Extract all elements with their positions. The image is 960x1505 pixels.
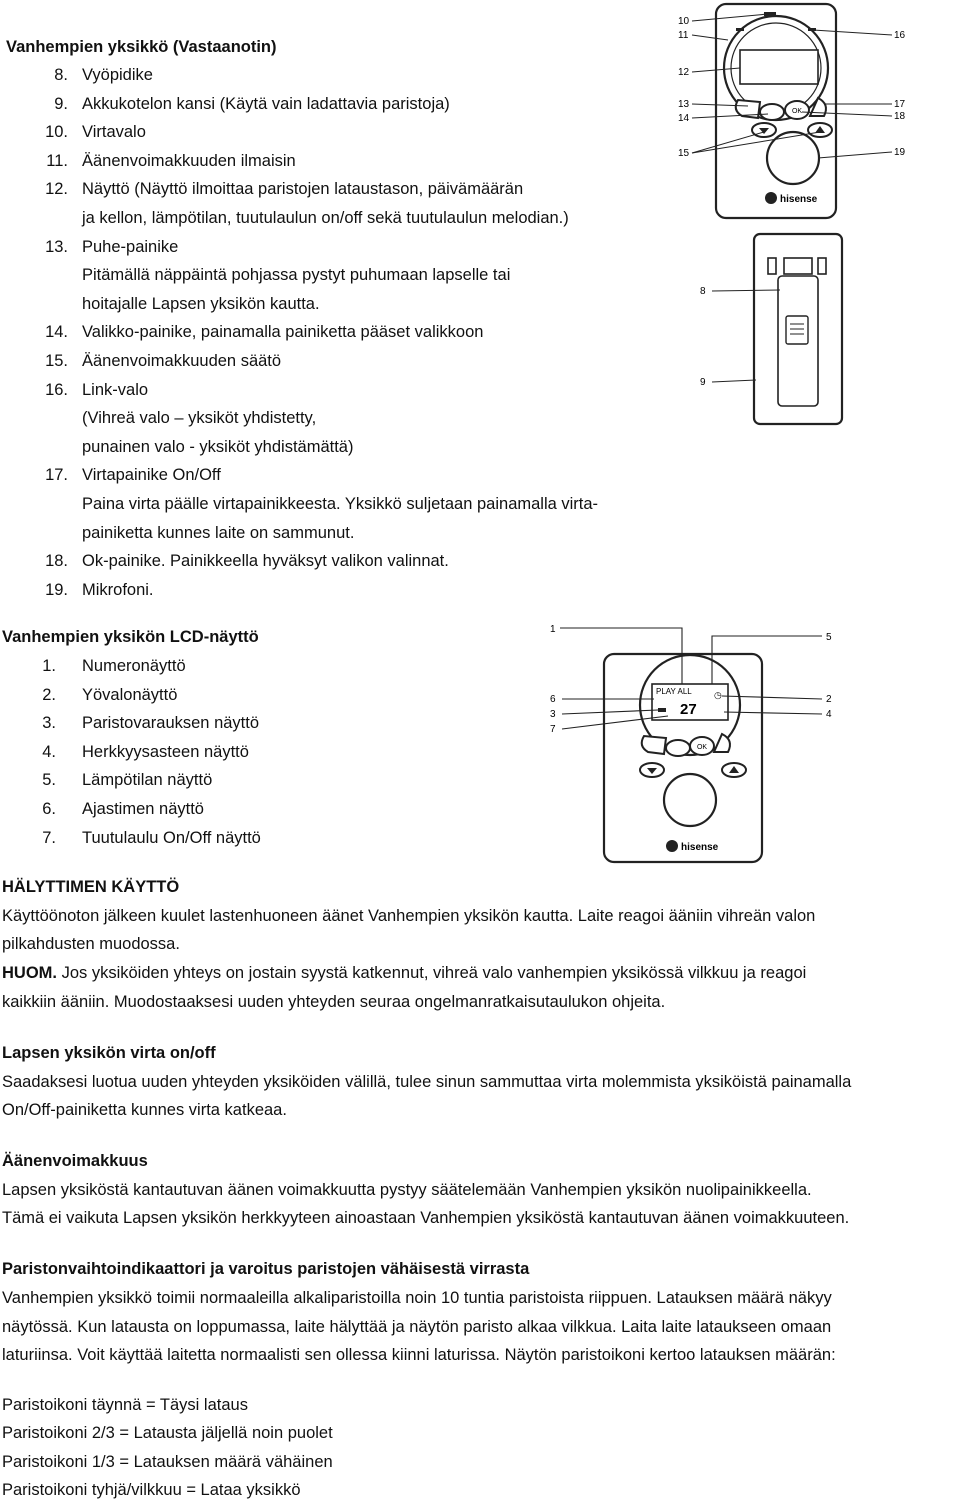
label-14: 14 — [678, 113, 690, 124]
lcd-label-4: 4 — [826, 709, 832, 720]
lcd-diagram — [544, 618, 844, 868]
lcd-brand-label: hisense — [681, 842, 719, 853]
list-item-continuation: punainen valo - yksiköt yhdistämättä) — [82, 437, 354, 456]
battery-level-item: Paristoikoni tyhjä/vilkkuu = Lataa yksikkö — [2, 1481, 301, 1499]
list-item-continuation: Pitämällä näppäintä pohjassa pystyt puhumaan lapselle tai — [82, 266, 511, 285]
battery-level-item: Paristoikoni 2/3 = Latausta jäljellä noin puolet — [2, 1424, 333, 1442]
lcd-item-number: 2. — [42, 685, 56, 704]
lcd-label-2: 2 — [826, 694, 832, 705]
battery-text-line: laturiinsa. Voit käyttää laitetta normaalisti sen ollessa kiinni laturissa. Näytön paristoikoni kertoo latauksen määrän: — [2, 1346, 836, 1364]
brand-label: hisense — [780, 194, 818, 205]
alarm-note-line — [2, 964, 806, 983]
lcd-hisense-logo-icon — [666, 840, 678, 852]
list-item: Äänenvoimakkuuden säätö — [82, 352, 282, 370]
list-item: Äänenvoimakkuuden ilmaisin — [82, 151, 296, 170]
list-item-continuation: painiketta kunnes laite on sammunut. — [82, 523, 355, 542]
list-item-number: 19. — [45, 580, 68, 599]
label-12: 12 — [678, 67, 690, 78]
list-item-number: 17. — [45, 466, 68, 485]
lcd-item: Paristovarauksen näyttö — [82, 714, 260, 733]
list-item-number: 9. — [54, 94, 68, 113]
list-item-number: 8. — [54, 66, 68, 84]
note-label: HUOM. — [2, 964, 57, 982]
list-item-number: 10. — [45, 123, 68, 142]
battery-text-line: näytössä. Kun latausta on loppumassa, laite hälyttää ja näytön paristo alkaa vilkkua. Laita laite lataukseen omaan — [2, 1318, 832, 1336]
lcd-label-7: 7 — [550, 724, 556, 735]
list-item-continuation: hoitajalle Lapsen yksikön kautta. — [82, 294, 320, 313]
display-screen — [740, 50, 818, 84]
list-item: Vyöpidike — [82, 66, 153, 84]
label-17: 17 — [894, 99, 906, 110]
list-item-number: 16. — [45, 380, 68, 399]
list-item-number: 11. — [46, 151, 68, 170]
list-item: Virtapainike On/Off — [82, 466, 221, 485]
lcd-item-number: 1. — [42, 657, 56, 675]
list-item: Näyttö (Näyttö ilmoittaa paristojen lataustason, päivämäärän — [82, 180, 524, 199]
list-item-number: 15. — [45, 352, 68, 370]
list-item: Puhe-painike — [82, 237, 179, 256]
child-power-heading: Lapsen yksikön virta on/off — [2, 1044, 216, 1062]
label-10: 10 — [678, 16, 690, 27]
lcd-item-number: 7. — [42, 828, 56, 847]
list-item-number: 14. — [45, 323, 68, 342]
label-18: 18 — [894, 111, 906, 122]
parent-unit-heading: Vanhempien yksikkö (Vastaanotin) — [6, 38, 277, 56]
lcd-heading: Vanhempien yksikön LCD-näyttö — [2, 628, 259, 646]
lcd-item-number: 4. — [42, 742, 56, 761]
label-9: 9 — [700, 377, 706, 388]
lcd-item: Herkkyysasteen näyttö — [82, 742, 249, 761]
list-item: Valikko-painike, painamalla painiketta pääset valikkoon — [82, 323, 484, 342]
battery-level-item: Paristoikoni täynnä = Täysi lataus — [2, 1396, 248, 1414]
list-item-number: 12. — [45, 180, 68, 199]
list-item: Virtavalo — [82, 123, 146, 142]
list-item: Link-valo — [82, 380, 149, 399]
ok-button-label: OK — [791, 108, 803, 115]
temperature-readout: 27 — [680, 701, 697, 718]
label-11: 11 — [678, 30, 689, 41]
label-15: 15 — [678, 148, 690, 159]
alarm-heading: HÄLYTTIMEN KÄYTTÖ — [2, 878, 180, 896]
list-item: Mikrofoni. — [82, 580, 154, 599]
lcd-item: Yövalonäyttö — [82, 685, 178, 704]
lcd-ok-label: OK — [696, 744, 708, 751]
alarm-note-line: kaikkiin ääniin. Muodostaaksesi uuden yhteyden seuraa ongelmanratkaisutaulukon ohjeita. — [2, 993, 666, 1011]
battery-level-item: Paristoikoni 1/3 = Latauksen määrä vähäinen — [2, 1453, 333, 1471]
lcd-microphone-icon — [664, 774, 716, 826]
lcd-item: Ajastimen näyttö — [82, 800, 204, 818]
lcd-item-number: 6. — [42, 800, 56, 818]
alarm-text-line: Käyttöönoton jälkeen kuulet lastenhuoneen äänet Vanhempien yksikön kautta. Laite reagoi ääniin vihreän valon — [2, 907, 816, 925]
battery-icon — [658, 708, 666, 712]
battery-text-line: Vanhempien yksikkö toimii normaaleilla alkaliparistoilla noin 10 tuntia paristoista riippuen. Latauksen määrä näkyy — [2, 1289, 832, 1307]
timer-icon: ◷ — [714, 690, 722, 700]
list-item-number: 13. — [45, 237, 68, 256]
lcd-item-number: 5. — [42, 771, 56, 790]
list-item-number: 18. — [45, 552, 68, 571]
label-8: 8 — [700, 286, 706, 297]
note-text: Jos yksiköiden yhteys on jostain syystä katkennut, vihreä valo vanhempien yksikössä vilkkuu ja reagoi — [57, 964, 807, 982]
lcd-label-5: 5 — [826, 632, 832, 643]
lcd-label-1: 1 — [550, 624, 556, 635]
child-power-text-line: Saadaksesi luotua uuden yhteyden yksiköiden välillä, tulee sinun sammuttaa virta molemmista yksiköistä painamalla — [2, 1073, 852, 1091]
battery-heading: Paristonvaihtoindikaattori ja varoitus paristojen vähäisestä virrasta — [2, 1260, 530, 1278]
play-all-label: PLAY ALL — [656, 687, 692, 696]
parent-unit-diagram — [668, 0, 928, 430]
child-power-text-line: On/Off-painiketta kunnes virta katkeaa. — [2, 1101, 287, 1119]
lcd-label-3: 3 — [550, 709, 556, 720]
lcd-label-6: 6 — [550, 694, 556, 705]
lcd-item: Numeronäyttö — [82, 657, 186, 675]
hisense-logo-icon — [765, 192, 777, 204]
list-item-continuation: ja kellon, lämpötilan, tuutulaulun on/off sekä tuutulaulun melodian.) — [82, 209, 569, 227]
lcd-item: Tuutulaulu On/Off näyttö — [82, 828, 261, 847]
menu-button-icon — [760, 104, 784, 120]
volume-heading: Äänenvoimakkuus — [2, 1152, 148, 1170]
volume-text-line: Tämä ei vaikuta Lapsen yksikön herkkyyteen ainoastaan Vanhempien yksiköstä kantautuvan äänen voimakkuuteen. — [2, 1209, 850, 1227]
label-19: 19 — [894, 147, 906, 158]
list-item: Ok-painike. Painikkeella hyväksyt valikon valinnat. — [82, 552, 449, 571]
alarm-text-line: pilkahdusten muodossa. — [2, 935, 180, 953]
volume-text-line: Lapsen yksiköstä kantautuvan äänen voimakkuutta pystyy säätelemään Vanhempien yksikön nuolipainikkeella. — [2, 1181, 812, 1199]
label-16: 16 — [894, 30, 906, 41]
lcd-item: Lämpötilan näyttö — [82, 771, 213, 790]
list-item: Akkukotelon kansi (Käytä vain ladattavia paristoja) — [82, 94, 450, 113]
label-13: 13 — [678, 99, 690, 110]
list-item-continuation: Paina virta päälle virtapainikkeesta. Yksikkö suljetaan painamalla virta- — [82, 495, 599, 513]
list-item-continuation: (Vihreä valo – yksiköt yhdistetty, — [82, 409, 317, 428]
lcd-item-number: 3. — [42, 714, 56, 733]
